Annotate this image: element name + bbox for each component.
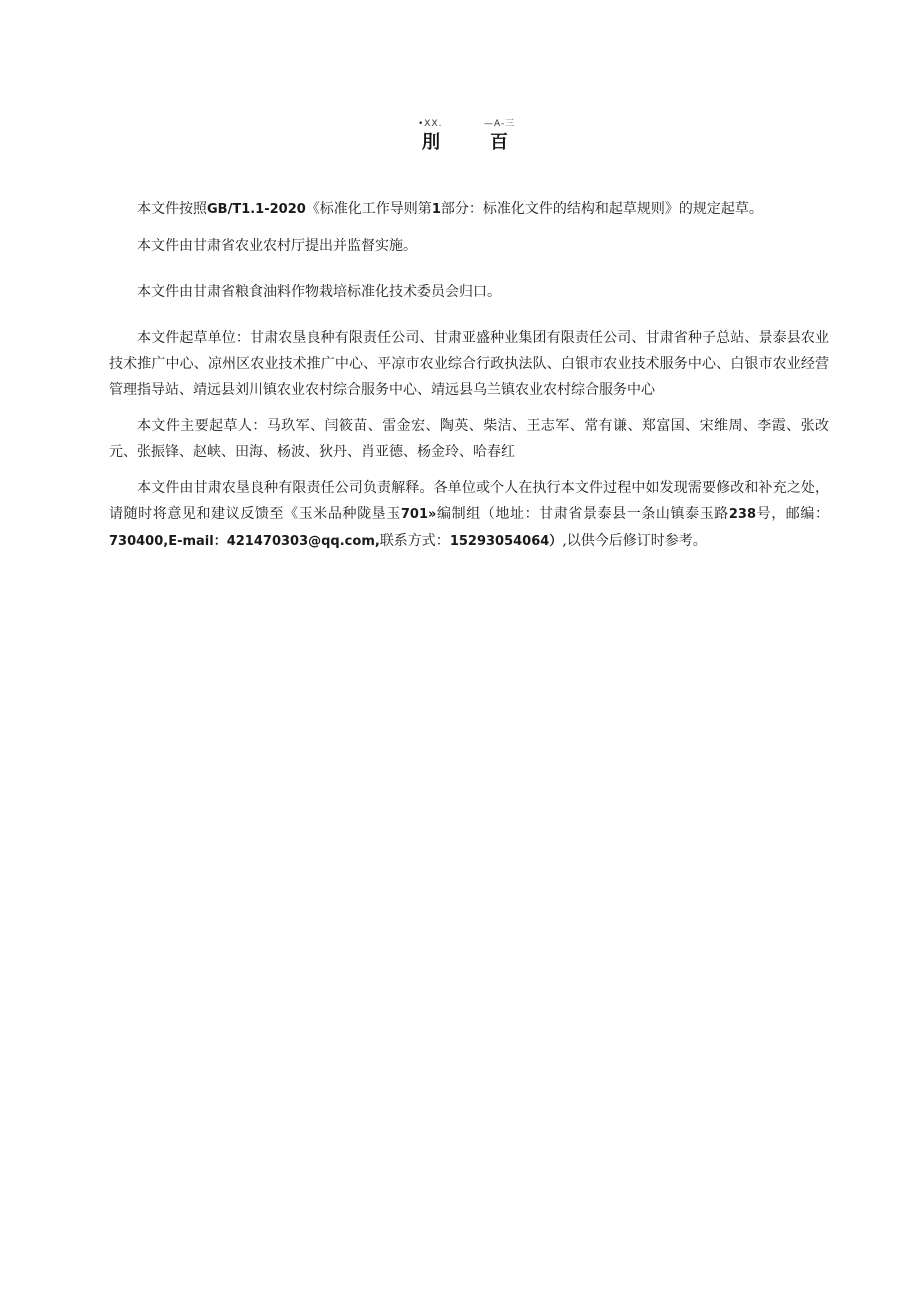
p6-postcode-email: 730400,E-mail：421470303@qq.com, — [109, 534, 380, 549]
p6-contact-label: 联系方式： — [379, 533, 450, 549]
paragraph-drafters: 本文件主要起草人：马玖军、闫筱苗、雷金宏、陶英、柴洁、王志军、常有谦、郑富国、宋维周、李霞、张改元、张振锋、赵峡、田海、杨波、狄丹、肖亚德、杨金玲、哈春红 — [109, 418, 829, 460]
p6-text-a: 本文件由甘肃农垦良种有限责任公司负责解释。各单位或个人在执行本文件过程中如发现需要修改和补充之处，请随时将意见和建议反馈至《玉米品种陇垦玉 — [109, 480, 829, 522]
p6-variety-code: 701» — [400, 507, 437, 522]
p6-text-c: 编制组（地址：甘肃省景泰县一条山镇泰玉路 — [436, 506, 729, 522]
paragraph-proposer: 本文件由甘肃省农业农村厅提出并监督实施。 — [137, 238, 417, 254]
p1-text-c: 《标准化工作导则第 — [305, 201, 432, 217]
p1-part-number: 1 — [431, 202, 441, 217]
p1-text-e: 部分：标准化文件的结构和起草规则》的规定起草。 — [440, 201, 763, 217]
p6-text-i: ,以供今后修订时参考。 — [562, 533, 707, 549]
title-ocr-artifact-right: —A-三 — [484, 119, 516, 129]
p1-standard-code: GB/T1.1-2020 — [207, 202, 306, 217]
foreword-body — [109, 196, 829, 555]
paragraph-drafting-rules — [109, 196, 829, 223]
paragraph-drafting-units: 本文件起草单位：甘肃农垦良种有限责任公司、甘肃亚盛种业集团有限责任公司、甘肃省种子总站、景泰县农业技术推广中心、凉州区农业技术推广中心、平凉市农业综合行政执法队、白银市农业技术服务中心、白银市农业经营管理指导站、靖远县刘川镇农业农村综合服务中心、靖远县乌兰镇农业农村综合服务中心 — [109, 330, 829, 398]
title-char-2: 百 — [490, 132, 508, 153]
foreword-title-block — [0, 119, 920, 159]
paragraph-committee: 本文件由甘肃省粮食油料作物栽培标准化技术委员会归口。 — [137, 284, 501, 300]
paragraph-interpretation — [109, 475, 829, 555]
title-char-1: 刖 — [422, 132, 440, 153]
p6-road-number: 238 — [728, 507, 757, 522]
p1-text-a: 本文件按照 — [137, 201, 207, 217]
title-ocr-artifact-left: •XX. — [418, 119, 443, 129]
p6-phone: 15293054064） — [449, 534, 563, 549]
p6-text-e: 号，邮编： — [756, 506, 829, 522]
